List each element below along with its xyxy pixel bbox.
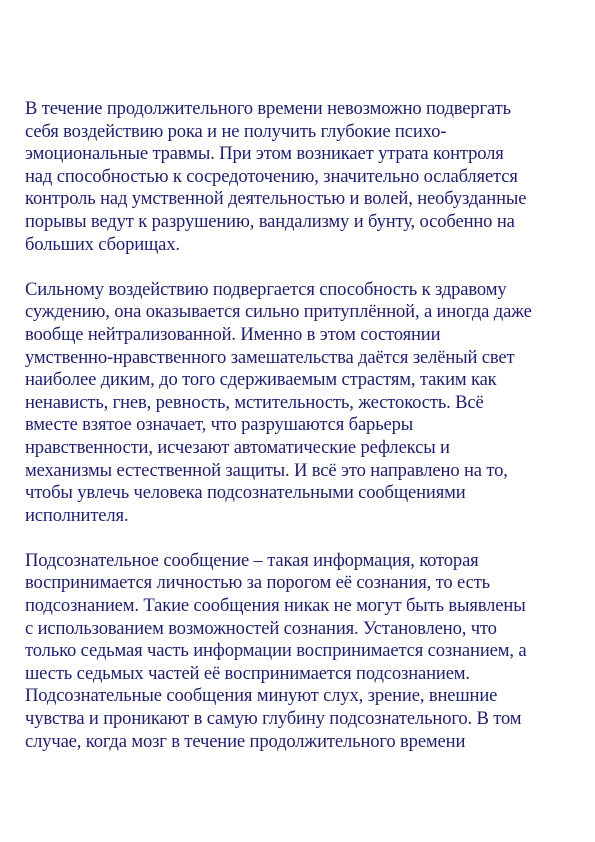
text-line: умственно-нравственного замешательства даётся зелёный свет [25, 346, 515, 368]
text-line: больших сборищах. [25, 233, 180, 255]
text-line: воспринимается личностью за порогом её сознания, то есть [25, 572, 491, 594]
text-line: эмоциональные травмы. При этом возникает утрата контроля [25, 143, 504, 165]
text-line: над способностью к сосредоточению, значительно ослабляется [25, 165, 518, 187]
paragraph-3 [25, 550, 580, 753]
text-line: шесть седьмых частей её воспринимается подсознанием. [25, 662, 470, 684]
text-line: контроль над умственной деятельностью и волей, необузданные [25, 188, 527, 210]
text-line: исполнителя. [25, 504, 129, 526]
text-line: суждению, она оказывается сильно притуплённой, а иногда даже [25, 301, 532, 323]
text-line: ненависть, гнев, ревность, мстительность, жестокость. Всё [25, 391, 484, 413]
text-line: случае, когда мозг в течение продолжительного времени [25, 730, 466, 752]
text-line: нравственности, исчезают автоматические рефлексы и [25, 436, 450, 458]
text-line: только седьмая часть информации воспринимается сознанием, а [25, 640, 527, 662]
text-line: В течение продолжительного времени невозможно подвергать [25, 98, 511, 119]
text-line: механизмы естественной защиты. И всё это направлено на то, [25, 459, 508, 481]
text-line: Сильному воздействию подвергается способность к здравому [25, 278, 507, 300]
text-line: порывы ведут к разрушению, вандализму и бунту, особенно на [25, 210, 515, 232]
paragraph-1 [25, 98, 580, 256]
text-line: вообще нейтрализованной. Именно в этом состоянии [25, 323, 441, 345]
text-line: Подсознательные сообщения минуют слух, зрение, внешние [25, 685, 498, 707]
text-line: подсознанием. Такие сообщения никак не могут быть выявлены [25, 595, 526, 617]
text-line: вместе взятое означает, что разрушаются барьеры [25, 414, 414, 436]
paragraph-2 [25, 279, 580, 528]
text-line: себя воздействию рока и не получить глубокие психо- [25, 120, 447, 142]
text-line: наиболее диким, до того сдерживаемым страстям, таким как [25, 369, 497, 391]
text-line: чувства и проникают в самую глубину подсознательного. В том [25, 708, 522, 730]
text-line: с использованием возможностей сознания. Установлено, что [25, 617, 497, 639]
text-line: Подсознательное сообщение – такая информация, которая [25, 549, 479, 571]
text-line: чтобы увлечь человека подсознательными сообщениями [25, 482, 466, 504]
document-body [25, 98, 580, 776]
